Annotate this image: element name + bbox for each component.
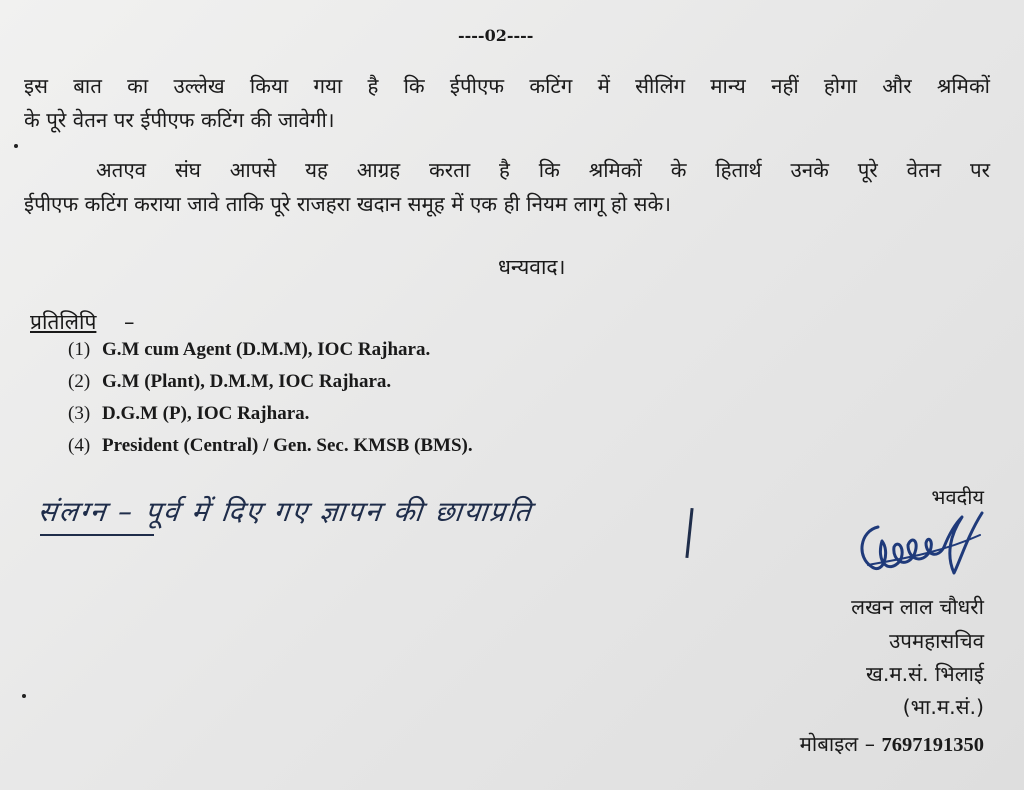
copy-to-item-number: (3) <box>68 403 91 424</box>
copy-to-item-number: (4) <box>68 435 91 456</box>
margin-dot <box>22 694 26 698</box>
copy-to-item-text: G.M cum Agent (D.M.M), IOC Rajhara. <box>102 339 431 360</box>
copy-to-dash: – <box>124 310 135 334</box>
signatory-name: लखन लाल चौधरी <box>851 595 984 619</box>
copy-to-item <box>68 436 473 455</box>
signature-scribble <box>850 495 990 585</box>
copy-to-item <box>68 404 309 423</box>
page-number: ----02---- <box>458 26 534 45</box>
copy-to-item <box>68 340 430 359</box>
signature-closing: भवदीय <box>931 485 984 509</box>
copy-to-item-text: President (Central) / Gen. Sec. KMSB (BMS). <box>102 435 473 456</box>
paragraph-2-line-1: अतएव संघ आपसे यह आग्रह करता है कि श्रमिकों के हितार्थ उनके पूरे वेतन पर <box>96 158 990 182</box>
signatory-designation: उपमहासचिव <box>889 629 984 653</box>
enclosure-underline <box>40 534 154 536</box>
copy-to-item-text: D.G.M (P), IOC Rajhara. <box>102 403 310 424</box>
signatory-mobile <box>800 734 984 756</box>
copy-to-item-number: (1) <box>68 339 91 360</box>
signatory-organisation: ख.म.सं. भिलाई <box>866 662 984 686</box>
enclosure-end-stroke <box>685 508 693 558</box>
thanks-line: धन्यवाद। <box>498 255 566 279</box>
copy-to-item <box>68 372 391 391</box>
paragraph-1-line-2: के पूरे वेतन पर ईपीएफ कटिंग की जावेगी। <box>24 108 335 132</box>
margin-dot <box>14 144 18 148</box>
copy-to-item-number: (2) <box>68 371 91 392</box>
copy-to-item-text: G.M (Plant), D.M.M, IOC Rajhara. <box>102 371 392 392</box>
mobile-label: मोबाइल – <box>799 732 875 756</box>
mobile-number: 7697191350 <box>881 734 984 756</box>
paragraph-2-line-2: ईपीएफ कटिंग कराया जावे ताकि पूरे राजहरा खदान समूह में एक ही नियम लागू हो सके। <box>24 192 671 216</box>
copy-to-label: प्रतिलिपि <box>30 310 97 334</box>
signatory-affiliation: (भा.म.सं.) <box>902 695 984 719</box>
paragraph-1-line-1: इस बात का उल्लेख किया गया है कि ईपीएफ कटिंग में सीलिंग मान्य नहीं होगा और श्रमिकों <box>24 74 990 98</box>
enclosure-handwritten-note: संलग्न – पूर्व में दिए गए ज्ञापन की छायाप्रति <box>36 495 535 528</box>
